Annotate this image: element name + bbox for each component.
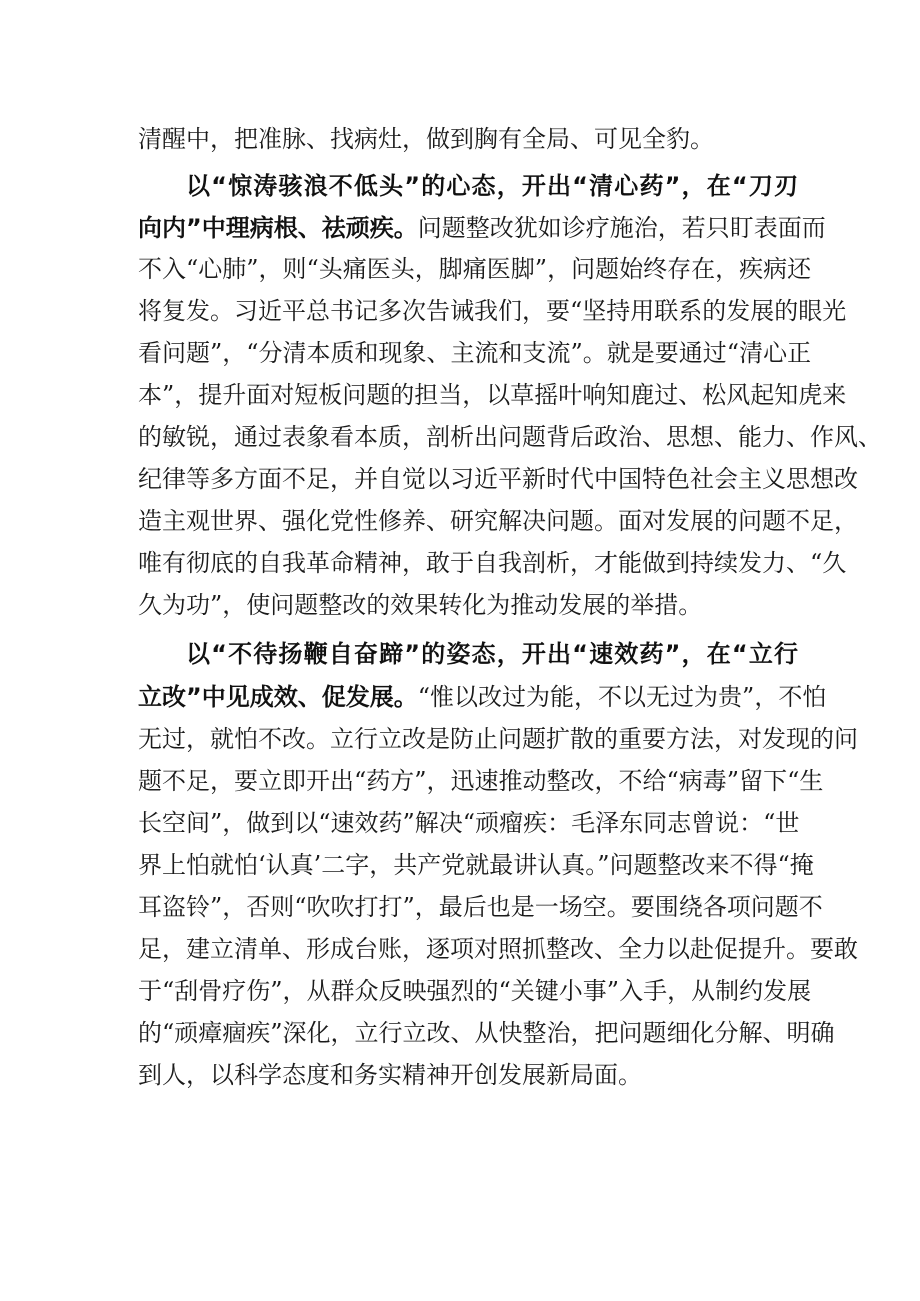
- body-text-line: 唯有彻底的自我革命精神，敢于自我剖析，才能做到持续发力、“久: [138, 549, 847, 577]
- body-text-line: 长空间”，做到以“速效药”解决“顽瘤疾：毛泽东同志曾说：“世: [138, 809, 800, 837]
- body-text-line: 本”，提升面对短板问题的担当，以草摇叶响知鹿过、松风起知虎来: [138, 381, 847, 409]
- body-text-line: 纪律等多方面不足，并自觉以习近平新时代中国特色社会主义思想改: [138, 465, 858, 493]
- body-text-line: 看问题”，“分清本质和现象、主流和支流”。就是要通过“清心正: [138, 339, 812, 367]
- body-text-span: 问题整改犹如诊疗施治，若只盯表面而: [417, 214, 826, 242]
- body-text-line: 足，建立清单、形成台账，逐项对照抓整改、全力以赴促提升。要敢: [138, 935, 858, 963]
- body-text-line: 的“顽瘴痼疾”深化，立行立改、从快整治，把问题细化分解、明确: [138, 1019, 835, 1047]
- body-text-line: 耳盗铃”，否则“吹吹打打”，最后也是一场空。要围绕各项问题不: [138, 893, 823, 921]
- body-text-line: 题不足，要立即开出“药方”，迅速推动整改，不给“病毒”留下“生: [138, 767, 824, 795]
- body-text-line: 界上怕就怕‘认真’二字，共产党就最讲认真。”问题整改来不得“掩: [138, 851, 814, 879]
- body-text-line: 的敏锐，通过表象看本质，剖析出问题背后政治、思想、能力、作风、: [138, 423, 882, 451]
- section-heading-line: 以“惊涛骇浪不低头”的心态，开出“清心药”，在“刀刃: [186, 172, 798, 200]
- section-heading-line: 向内”中理病根、祛顽疾。: [138, 214, 418, 242]
- paragraph-2-line-2: [138, 208, 826, 248]
- body-text-line: 于“刮骨疗伤”，从群众反映强烈的“关键小事”入手，从制约发展: [138, 977, 812, 1005]
- body-text-line: 到人，以科学态度和务实精神开创发展新局面。: [138, 1061, 642, 1089]
- section-heading-line: 以“不待扬鞭自奋蹄”的姿态，开出“速效药”，在“立行: [186, 640, 798, 668]
- body-text-line: 久为功”，使问题整改的效果转化为推动发展的举措。: [138, 591, 703, 619]
- body-text-line: 无过，就怕不改。立行立改是防止问题扩散的重要方法，对发现的问: [138, 725, 858, 753]
- paragraph-3-line-2: [138, 677, 827, 717]
- body-text-line: 清醒中，把准脉、找病灶，做到胸有全局、可见全豹。: [138, 125, 714, 153]
- body-text-span: “惟以改过为能，不以无过为贵”，不怕: [417, 683, 827, 711]
- body-text-line: 造主观世界、强化党性修养、研究解决问题。面对发展的问题不足，: [138, 507, 858, 535]
- body-text-line: 不入“心肺”，则“头痛医头，脚痛医脚”，问题始终存在，疾病还: [138, 255, 812, 283]
- body-text-line: 将复发。习近平总书记多次告诫我们，要“坚持用联系的发展的眼光: [138, 297, 847, 325]
- section-heading-line: 立改”中见成效、促发展。: [138, 683, 418, 711]
